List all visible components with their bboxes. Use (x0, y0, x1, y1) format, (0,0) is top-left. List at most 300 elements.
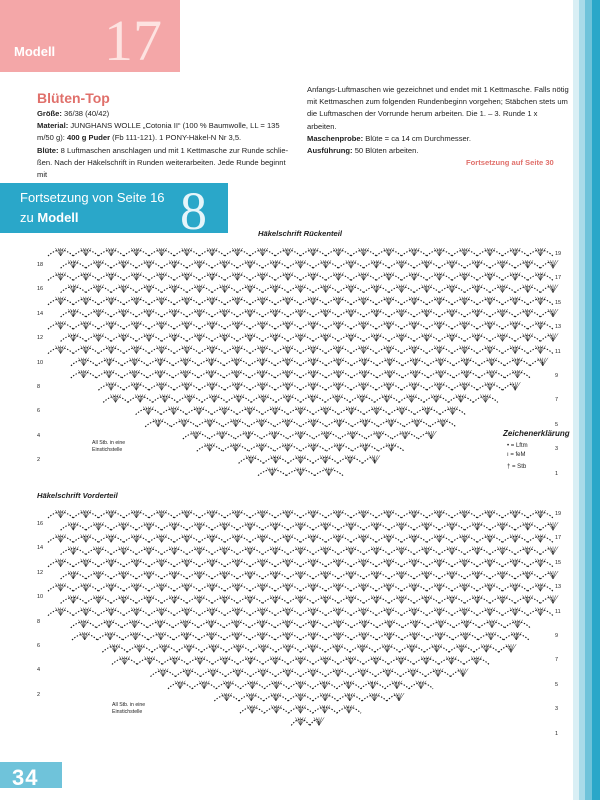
stitch-line (503, 522, 508, 530)
stitch-line (500, 309, 503, 317)
stitch-line (391, 443, 396, 451)
stitch-line (358, 297, 363, 305)
stitch-line (399, 693, 404, 701)
stitch-line (463, 669, 466, 677)
stitch-line (497, 547, 502, 555)
stitch-line (414, 534, 419, 542)
stitch-line (119, 595, 124, 603)
stitch-line (434, 321, 439, 329)
stitch-line (275, 309, 280, 317)
stitch-line (119, 309, 124, 317)
stitch-line (485, 583, 490, 591)
stitch-line (250, 547, 255, 555)
stitch-line (83, 608, 86, 616)
stitch-line (105, 632, 110, 640)
stitch-line (187, 382, 190, 390)
stitch-line (364, 583, 367, 591)
stitch-line (424, 656, 427, 664)
stitch-line (385, 358, 390, 366)
stitch-line (210, 297, 213, 305)
stitch-line (308, 534, 313, 542)
stitch-line (193, 431, 196, 439)
stitch-line (535, 559, 540, 567)
stitch-line (250, 681, 253, 689)
chart-row (102, 644, 516, 652)
stitch-line (503, 547, 508, 555)
stitch-line (364, 608, 369, 616)
stitch-line (182, 583, 187, 591)
stitch-line (184, 644, 189, 652)
stitch-line (160, 620, 165, 628)
stitch-line (351, 285, 356, 293)
stitch-line (422, 547, 427, 555)
stitch-line (226, 681, 229, 689)
stitch-line (535, 321, 540, 329)
stitch-line (237, 620, 240, 628)
stitch-line (86, 248, 91, 256)
stitch-line (202, 681, 205, 689)
stitch-line (112, 644, 115, 652)
stitch-line (83, 534, 86, 542)
stitch-line (225, 522, 230, 530)
stitch-line (490, 297, 493, 305)
stitch-line (205, 443, 210, 451)
stitch-line (414, 297, 417, 305)
stitch-line (308, 510, 313, 518)
stitch-line (364, 346, 367, 354)
stitch-line (144, 571, 149, 579)
stitch-line (159, 583, 162, 591)
stitch-line (313, 608, 318, 616)
stitch-line (204, 681, 207, 689)
stitch-line (162, 346, 165, 354)
stitch-line (332, 644, 337, 652)
stitch-line (513, 583, 516, 591)
stitch-line (158, 419, 163, 427)
stitch-line (134, 510, 137, 518)
stitch-line (363, 669, 366, 677)
stitch-line (462, 321, 465, 329)
stitch-line (311, 248, 314, 256)
stitch-line (437, 248, 440, 256)
stitch-line (111, 583, 116, 591)
stitch-line (338, 297, 343, 305)
chart-row (72, 632, 529, 640)
stitch-line (58, 534, 61, 542)
stitch-line (295, 468, 300, 476)
stitch-line (210, 608, 213, 616)
stitch-line (288, 632, 291, 640)
stitch-line (295, 407, 300, 415)
stitch-line (447, 407, 452, 415)
stitch-line (486, 644, 491, 652)
stitch-line (311, 321, 314, 329)
stitch-line (96, 260, 99, 268)
stitch-line (234, 370, 237, 378)
stitch-line (159, 644, 164, 652)
stitch-line (321, 522, 326, 530)
stitch-line (263, 644, 266, 652)
stitch-line (285, 358, 288, 366)
stitch-line (172, 285, 175, 293)
stitch-line (465, 382, 468, 390)
stitch-line (250, 285, 253, 293)
stitch-line (58, 248, 61, 256)
stitch-line (326, 333, 331, 341)
stitch-line (257, 382, 262, 390)
stitch-line (270, 522, 275, 530)
page-number: 34 (12, 765, 39, 790)
stitch-line (161, 632, 166, 640)
stitch-line (338, 534, 341, 542)
stitch-line (485, 534, 490, 542)
stitch-line (252, 705, 255, 713)
stitch-line (480, 394, 485, 402)
stitch-line (338, 510, 341, 518)
stitch-line (200, 309, 205, 317)
stitch-line (187, 534, 190, 542)
stitch-line (540, 583, 545, 591)
stitch-line (439, 608, 444, 616)
stitch-line (160, 669, 163, 677)
stitch-line (535, 248, 540, 256)
stitch-line (295, 522, 300, 530)
stitch-line (365, 419, 368, 427)
stitch-line (325, 705, 328, 713)
stitch-line (159, 272, 162, 280)
stitch-line (200, 571, 205, 579)
stitch-line (83, 346, 86, 354)
stitch-line (172, 260, 175, 268)
stitch-line (358, 382, 363, 390)
stitch-line (510, 321, 515, 329)
stitch-line (385, 644, 388, 652)
stitch-line (276, 455, 281, 463)
stitch-line (510, 272, 515, 280)
chart-row (61, 522, 559, 530)
stitch-line (146, 571, 149, 579)
stitch-line (116, 394, 119, 402)
stitch-line (200, 260, 205, 268)
model-label: Modell (14, 44, 56, 59)
stitch-line (83, 321, 86, 329)
stitch-line (211, 620, 216, 628)
stitch-line (414, 346, 417, 354)
stitch-line (174, 595, 177, 603)
stitch-line (276, 693, 279, 701)
stitch-line (348, 431, 353, 439)
stitch-line (132, 620, 135, 628)
stitch-line (409, 321, 414, 329)
stitch-line (234, 632, 237, 640)
stitch-line (81, 272, 86, 280)
stitch-line (464, 358, 467, 366)
legend-item-dc (507, 464, 526, 470)
stitch-line (209, 632, 212, 640)
stitch-line (402, 309, 405, 317)
stitch-line (553, 333, 558, 341)
stitch-line (225, 522, 228, 530)
stitch-line (207, 321, 212, 329)
stitch-line (247, 547, 250, 555)
stitch-line (540, 534, 543, 542)
stitch-line (135, 632, 140, 640)
stitch-line (319, 717, 324, 725)
stitch-line (186, 370, 189, 378)
stitch-line (121, 309, 124, 317)
stitch-line (540, 534, 545, 542)
stitch-line (424, 547, 427, 555)
stitch-line (86, 583, 89, 591)
stitch-line (237, 248, 242, 256)
stitch-line (144, 522, 149, 530)
stitch-line (513, 272, 516, 280)
stitch-line (234, 358, 237, 366)
stitch-line (409, 534, 414, 542)
stitch-line (377, 407, 382, 415)
stitch-line (169, 522, 174, 530)
stitch-line (162, 608, 167, 616)
stitch-line (326, 407, 329, 415)
stitch-line (106, 382, 111, 390)
stitch-line (263, 559, 268, 567)
stitch-line (196, 431, 199, 439)
stitch-line (427, 333, 430, 341)
stitch-line (172, 522, 175, 530)
back-row-number-right: 15 (555, 299, 562, 306)
stitch-line (96, 285, 99, 293)
stitch-line (348, 595, 351, 603)
stitch-line (553, 333, 556, 341)
chart-row (48, 272, 553, 280)
stitch-line (213, 669, 216, 677)
stitch-line (144, 309, 149, 317)
stitch-line (288, 248, 291, 256)
stitch-line (435, 632, 440, 640)
stitch-line (402, 522, 405, 530)
stitch-line (260, 510, 263, 518)
stitch-line (487, 346, 490, 354)
continued-on-link[interactable]: Fortsetzung auf Seite 30 (466, 158, 554, 167)
stitch-line (515, 608, 518, 616)
stitch-line (358, 510, 363, 518)
stitch-line (55, 510, 60, 518)
stitch-line (313, 346, 318, 354)
stitch-line (187, 297, 192, 305)
stitch-line (308, 321, 313, 329)
stitch-line (386, 443, 391, 451)
stitch-line (414, 382, 417, 390)
stitch-line (238, 669, 241, 677)
stitch-line (58, 608, 61, 616)
stitch-line (231, 419, 236, 427)
stitch-line (397, 681, 402, 689)
stitch-line (184, 419, 189, 427)
stitch-line (275, 571, 278, 579)
stitch-line (402, 407, 407, 415)
stitch-line (212, 321, 217, 329)
stitch-line (386, 297, 389, 305)
stitch-line (490, 583, 493, 591)
legend-item-sc (507, 452, 526, 458)
stitch-line (61, 272, 64, 280)
stitch-line (206, 620, 211, 628)
back-row-number-right: 13 (555, 324, 562, 331)
stitch-line (405, 431, 410, 439)
stitch-line (235, 534, 238, 542)
stitch-line (434, 534, 439, 542)
stitch-line (483, 394, 486, 402)
stitch-line (275, 285, 280, 293)
stitch-line (398, 656, 401, 664)
stitch-line (434, 559, 439, 567)
stitch-line (225, 309, 228, 317)
stitch-line (333, 346, 338, 354)
stitch-line (323, 285, 326, 293)
stitch-line (274, 431, 279, 439)
stitch-line (134, 272, 137, 280)
stitch-line (449, 522, 452, 530)
stitch-line (233, 669, 238, 677)
stitch-line (61, 608, 66, 616)
stitch-line (200, 571, 203, 579)
stitch-line (135, 394, 140, 402)
stitch-line (401, 656, 404, 664)
stitch-line (260, 382, 263, 390)
back-row-number-right: 1 (555, 470, 559, 477)
stitch-line (500, 285, 503, 293)
stitch-line (283, 534, 288, 542)
stitch-line (250, 595, 253, 603)
stitch-line (528, 285, 533, 293)
stitch-line (288, 559, 293, 567)
stitch-line (550, 309, 553, 317)
stitch-line (209, 394, 214, 402)
stitch-line (99, 571, 104, 579)
chart-row (48, 248, 553, 256)
stitch-line (212, 632, 217, 640)
stitch-line (553, 522, 558, 530)
stitch-line (288, 370, 293, 378)
stitch-line (459, 297, 464, 305)
stitch-line (124, 309, 127, 317)
stitch-line (81, 534, 86, 542)
stitch-line (162, 608, 165, 616)
stitch-line (58, 321, 61, 329)
stitch-line (283, 559, 288, 567)
stitch-line (99, 333, 102, 341)
stitch-line (162, 644, 165, 652)
stitch-line (286, 644, 289, 652)
back-row-number-right: 3 (555, 446, 559, 453)
stitch-line (222, 522, 225, 530)
stitch-line (81, 346, 86, 354)
stitch-line (472, 522, 477, 530)
stitch-line (121, 285, 124, 293)
stitch-line (136, 346, 141, 354)
chart-row (61, 260, 559, 268)
stitch-line (450, 407, 453, 415)
stitch-line (194, 595, 199, 603)
stitch-line (210, 443, 213, 451)
stitch-line (134, 608, 137, 616)
stitch-line (389, 321, 392, 329)
execution-label: Ausführung: (307, 146, 353, 156)
stitch-line (512, 358, 517, 366)
stitch-line (288, 632, 293, 640)
stitch-line (285, 370, 288, 378)
stitch-line (190, 394, 195, 402)
stitch-line (540, 248, 543, 256)
stitch-line (228, 681, 233, 689)
stitch-line (389, 559, 394, 567)
stitch-line (134, 248, 137, 256)
stitch-line (508, 644, 511, 652)
front-row-number-right: 7 (555, 657, 559, 664)
stitch-line (288, 272, 291, 280)
stitch-line (452, 522, 455, 530)
stitch-line (233, 644, 238, 652)
stitch-line (169, 285, 174, 293)
stitch-line (99, 595, 102, 603)
stitch-line (194, 260, 199, 268)
stitch-line (465, 321, 468, 329)
stitch-line (439, 382, 444, 390)
stitch-line (365, 443, 370, 451)
stitch-line (187, 382, 192, 390)
stitch-line (225, 333, 228, 341)
stitch-line (189, 644, 194, 652)
stitch-line (397, 407, 402, 415)
stitch-line (225, 595, 228, 603)
stitch-line (263, 534, 268, 542)
stitch-line (197, 260, 200, 268)
stitch-line (321, 571, 326, 579)
stitch-line (275, 656, 278, 664)
stitch-line (528, 522, 531, 530)
stitch-line (247, 595, 250, 603)
stitch-line (326, 260, 329, 268)
stitch-line (149, 260, 152, 268)
front-row-number-left: 4 (37, 667, 41, 674)
stitch-line (237, 248, 240, 256)
stitch-line (358, 346, 363, 354)
stitch-line (365, 443, 368, 451)
stitch-line (410, 370, 415, 378)
stitch-line (111, 321, 116, 329)
stitch-line (503, 309, 506, 317)
stitch-line (194, 333, 199, 341)
stitch-line (384, 394, 387, 402)
stitch-line (288, 248, 293, 256)
stitch-line (553, 571, 558, 579)
stitch-line (490, 272, 495, 280)
stitch-line (71, 333, 74, 341)
stitch-line (515, 272, 518, 280)
chart-row (61, 571, 559, 579)
stitch-line (211, 620, 214, 628)
stitch-line (323, 547, 326, 555)
stitch-line (285, 297, 288, 305)
stitch-line (81, 559, 86, 567)
stitch-line (538, 297, 541, 305)
stitch-line (490, 382, 493, 390)
stitch-line (109, 358, 114, 366)
stitch-line (207, 559, 212, 567)
front-row-number-left: 2 (37, 691, 41, 698)
stitch-line (427, 407, 432, 415)
stitch-line (225, 285, 230, 293)
